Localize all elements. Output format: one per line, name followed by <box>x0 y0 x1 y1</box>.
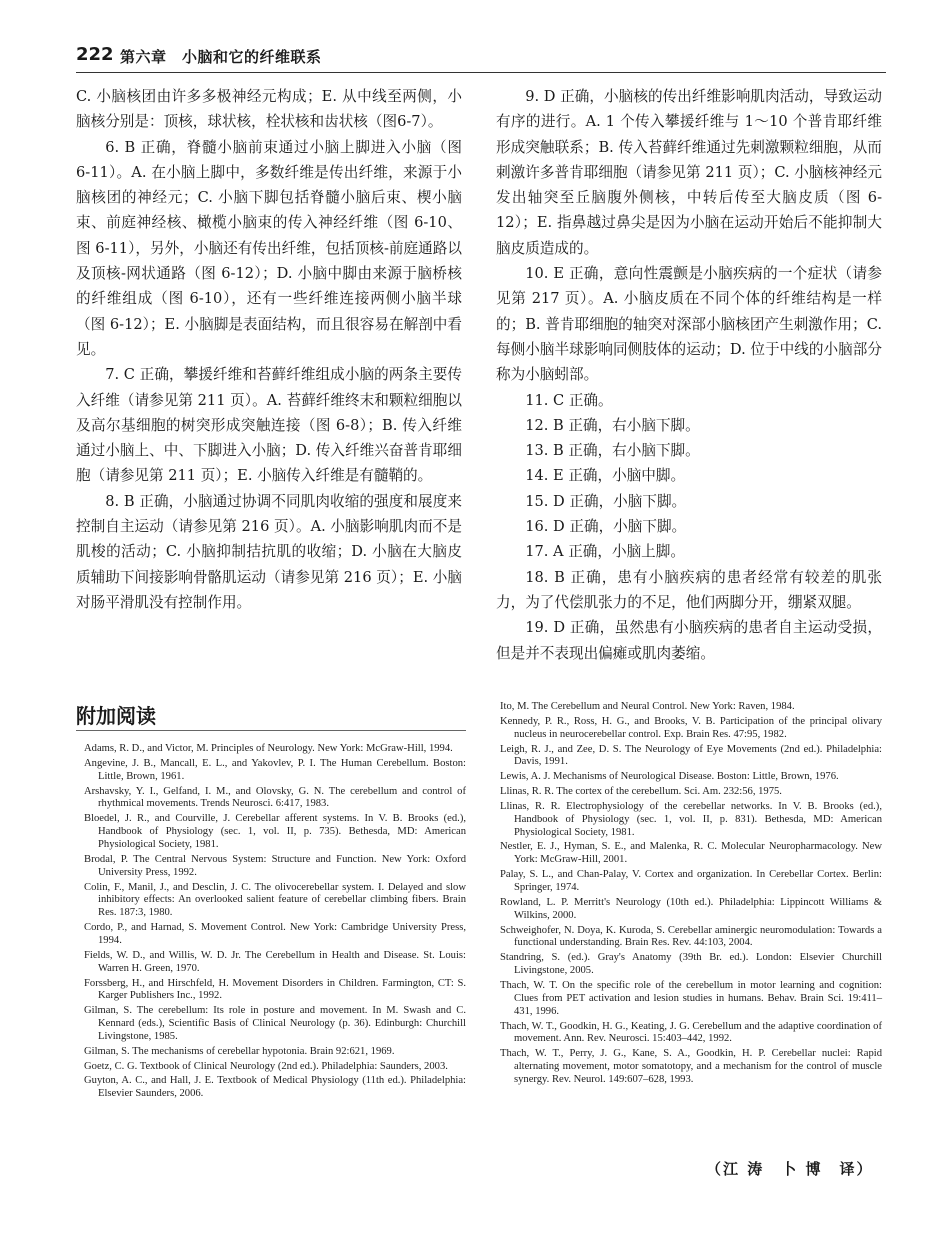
further-reading-heading: 附加阅读 <box>76 700 466 731</box>
reference-entry: Gilman, S. The cerebellum: Its role in posture and movement. In M. Swash and C. Kennard (eds.), Scientific Basis of Clinical Neurology (p. 36). Edinburgh: Churchill Livingstone, 1985. <box>84 1005 466 1043</box>
reference-entry: Kennedy, P. R., Ross, H. G., and Brooks, V. B. Participation of the principal olivary nucleus in neurocerebellar control. Exp. Brain Res. 47:95, 1982. <box>500 715 882 740</box>
reference-entry: Colin, F., Manil, J., and Desclin, J. C. The olivocerebellar system. I. Delayed and slow inhibitory effects: An overlooked salient feature of cerebellar climbing fibers. Brain Res. 187:3, 1980. <box>84 881 466 919</box>
answers-left-column <box>76 84 462 615</box>
reference-entry: Angevine, J. B., Mancall, E. L., and Yakovlev, P. I. The Human Cerebellum. Boston: Little, Brown, 1961. <box>84 757 466 782</box>
answer-paragraph: 10. E 正确，意向性震颤是小脑疾病的一个症状（请参见第 217 页）。A. 小脑皮质在不同个体的纤维结构是一样的；B. 普肯耶细胞的轴突对深部小脑核团产生刺激作用；C. 每侧小脑半球影响同侧肢体的运动；D. 位于中线的小脑部分称为小脑蚓部。 <box>496 265 882 384</box>
answer-paragraph: 9. D 正确，小脑核的传出纤维影响肌肉活动，导致运动有序的进行。A. 1 个传入攀援纤维与 1～10 个普肯耶纤维形成突触联系；B. 传入苔藓纤维通过先刺激颗粒细胞，从而刺激许多普肯耶细胞（请参见第 211 页）；C. 小脑核神经元发出轴突至丘脑腹外侧核，中转后传至大脑皮质（图 6-12）；E. 指鼻越过鼻尖是因为小脑在运动开始后不能抑制大脑皮质造成的。 <box>496 88 882 257</box>
answer-paragraph: 12. B 正确，右小脑下脚。 <box>525 416 700 434</box>
reference-entry: Schweighofer, N. Doya, K. Kuroda, S. Cerebellar aminergic neuromodulation: Towards a functional understanding. Brain Res. Rev. 44:103, 2004. <box>500 924 882 949</box>
answer-paragraph: 6. B 正确，脊髓小脑前束通过小脑上脚进入小脑（图 6-11）。A. 在小脑上脚中，多数纤维是传出纤维，来源于小脑核团的神经元；C. 小脑下脚包括脊髓小脑后束、楔小脑束、前庭神经核、橄榄小脑束的传入神经纤维（图 6-10、图 6-11），另外，小脑还有传出纤维，包括顶核-前庭通路以及顶核-网状通路（图 6-12）；D. 小脑中脚由来源于脑桥核的纤维组成（图 6-10），还有一些纤维连接两侧小脑半球（图 6-12）；E. 小脑脚是表面结构，而且很容易在解剖中看见。 <box>76 138 462 358</box>
reference-entry: Cordo, P., and Harnad, S. Movement Control. New York: Cambridge University Press, 1994. <box>84 922 466 947</box>
answer-paragraph: 11. C 正确。 <box>525 391 613 409</box>
chapter-title: 第六章 小脑和它的纤维联系 <box>120 48 322 66</box>
reference-entry: Fields, W. D., and Willis, W. D. Jr. The Cerebellum in Health and Disease. St. Louis: Warren H. Green, 1970. <box>84 949 466 974</box>
reference-entry: Bloedel, J. R., and Courville, J. Cerebellar afferent systems. In V. B. Brooks (ed.), Handbook of Physiology (sec. 1, vol. II, p. 735). Bethesda, MD: American Physiological Society, 1981. <box>84 813 466 851</box>
answer-paragraph: 8. B 正确，小脑通过协调不同肌肉收缩的强度和展度来控制自主运动（请参见第 216 页）。A. 小脑影响肌肉而不是肌梭的活动；C. 小脑抑制拮抗肌的收缩；D. 小脑在大脑皮质辅助下间接影响骨骼肌运动（请参见第 216 页）；E. 小脑对肠平滑肌没有控制作用。 <box>76 492 462 611</box>
reference-entry: Goetz, C. G. Textbook of Clinical Neurology (2nd ed.). Philadelphia: Saunders, 2003. <box>84 1060 448 1072</box>
reference-entry: Arshavsky, Y. I., Gelfand, I. M., and Olovsky, G. N. The cerebellum and control of rhythmical movements. Trends Neurosci. 6:417, 1983. <box>84 785 466 810</box>
translator-credit: （江 涛 卜 博 译） <box>706 1160 874 1178</box>
answer-paragraph: 16. D 正确，小脑下脚。 <box>525 518 687 536</box>
reference-entry: Llinas, R. R. The cortex of the cerebellum. Sci. Am. 232:56, 1975. <box>500 786 782 797</box>
references-right-column <box>500 701 882 1089</box>
reference-entry: Adams, R. D., and Victor, M. Principles of Neurology. New York: McGraw-Hill, 1994. <box>84 743 453 754</box>
answer-paragraph: 19. D 正确，虽然患有小脑疾病的患者自主运动受损，但是并不表现出偏瘫或肌肉萎缩。 <box>496 619 882 662</box>
reference-entry: Lewis, A. J. Mechanisms of Neurological Disease. Boston: Little, Brown, 1976. <box>500 771 839 783</box>
reference-entry: Thach, W. T., Perry, J. G., Kane, S. A., Goodkin, H. P. Cerebellar nuclei: Rapid alternating movement, motor somatotopy, and a mechanism for the control of muscle synergy. Rev. Neurol. 149:607–628, 1993. <box>500 1048 882 1086</box>
answers-right-column <box>496 84 882 666</box>
reference-entry: Palay, S. L., and Chan-Palay, V. Cortex and organization. In Cerebellar Cortex. Berlin: Springer, 1974. <box>500 869 882 894</box>
reference-entry: Brodal, P. The Central Nervous System: Structure and Function. New York: Oxford University Press, 1992. <box>84 853 466 878</box>
reference-entry: Thach, W. T. On the specific role of the cerebellum in motor learning and cognition: Clues from PET activation and lesion studies in humans. Behav. Brain Sci. 19:411–431, 1996. <box>500 979 882 1017</box>
reference-entry: Standring, S. (ed.). Gray's Anatomy (39th Br. ed.). London: Elsevier Churchill Livingstone, 2005. <box>500 952 882 977</box>
reference-entry: Thach, W. T., Goodkin, H. G., Keating, J. G. Cerebellum and the adaptive coordination of movement. Ann. Rev. Neurosci. 15:403–442, 1992. <box>500 1020 882 1045</box>
answer-paragraph: 18. B 正确，患有小脑疾病的患者经常有较差的肌张力，为了代偿肌张力的不足，他们两脚分开，绷紧双腿。 <box>496 568 882 611</box>
reference-entry: Leigh, R. J., and Zee, D. S. The Neurology of Eye Movements (2nd ed.). Philadelphia: Davis, 1991. <box>500 743 882 768</box>
answer-paragraph: 15. D 正确，小脑下脚。 <box>525 492 687 510</box>
reference-entry: Forssberg, H., and Hirschfeld, H. Movement Disorders in Children. Farmington, CT: S. Karger Publishers Inc., 1992. <box>84 977 466 1002</box>
reference-entry: Gilman, S. The mechanisms of cerebellar hypotonia. Brain 92:621, 1969. <box>84 1045 395 1057</box>
reference-entry: Ito, M. The Cerebellum and Neural Control. New York: Raven, 1984. <box>500 701 795 712</box>
answer-paragraph: 7. C 正确，攀援纤维和苔藓纤维组成小脑的两条主要传入纤维（请参见第 211 页）。A. 苔藓纤维终末和颗粒细胞以及高尔基细胞的树突形成突触连接（图 6-8）；B. 传入纤维通过小脑上、中、下脚进入小脑；D. 传入纤维兴奋普肯耶细胞（请参见第 211 页）；E. 小脑传入纤维是有髓鞘的。 <box>76 366 462 485</box>
references-left-column <box>84 743 466 1103</box>
answer-paragraph: 14. E 正确，小脑中脚。 <box>525 467 686 485</box>
reference-entry: Llinas, R. R. Electrophysiology of the cerebellar networks. In V. B. Brooks (ed.), Handbook of Physiology (sec. 1, vol. II, p. 831). Bethesda, MD: American Physiological Society, 1981. <box>500 800 882 838</box>
answer-paragraph: 17. A 正确，小脑上脚。 <box>525 543 685 561</box>
reference-entry: Guyton, A. C., and Hall, J. E. Textbook of Medical Physiology (11th ed.). Philadelphia: Elsevier Saunders, 2006. <box>84 1075 466 1100</box>
reference-entry: Nestler, E. J., Hyman, S. E., and Malenka, R. C. Molecular Neuropharmacology. New York: McGraw-Hill, 2001. <box>500 841 882 866</box>
answer-paragraph: C. 小脑核团由许多多极神经元构成；E. 从中线至两侧，小脑核分别是：顶核，球状核，栓状核和齿状核（图6-7）。 <box>76 88 462 131</box>
answer-paragraph: 13. B 正确，右小脑下脚。 <box>525 442 700 460</box>
reference-entry: Rowland, L. P. Merritt's Neurology (10th ed.). Philadelphia: Lippincott Williams & Wilkins, 2000. <box>500 896 882 921</box>
running-header <box>76 44 886 73</box>
page-number: 222 <box>76 44 114 65</box>
